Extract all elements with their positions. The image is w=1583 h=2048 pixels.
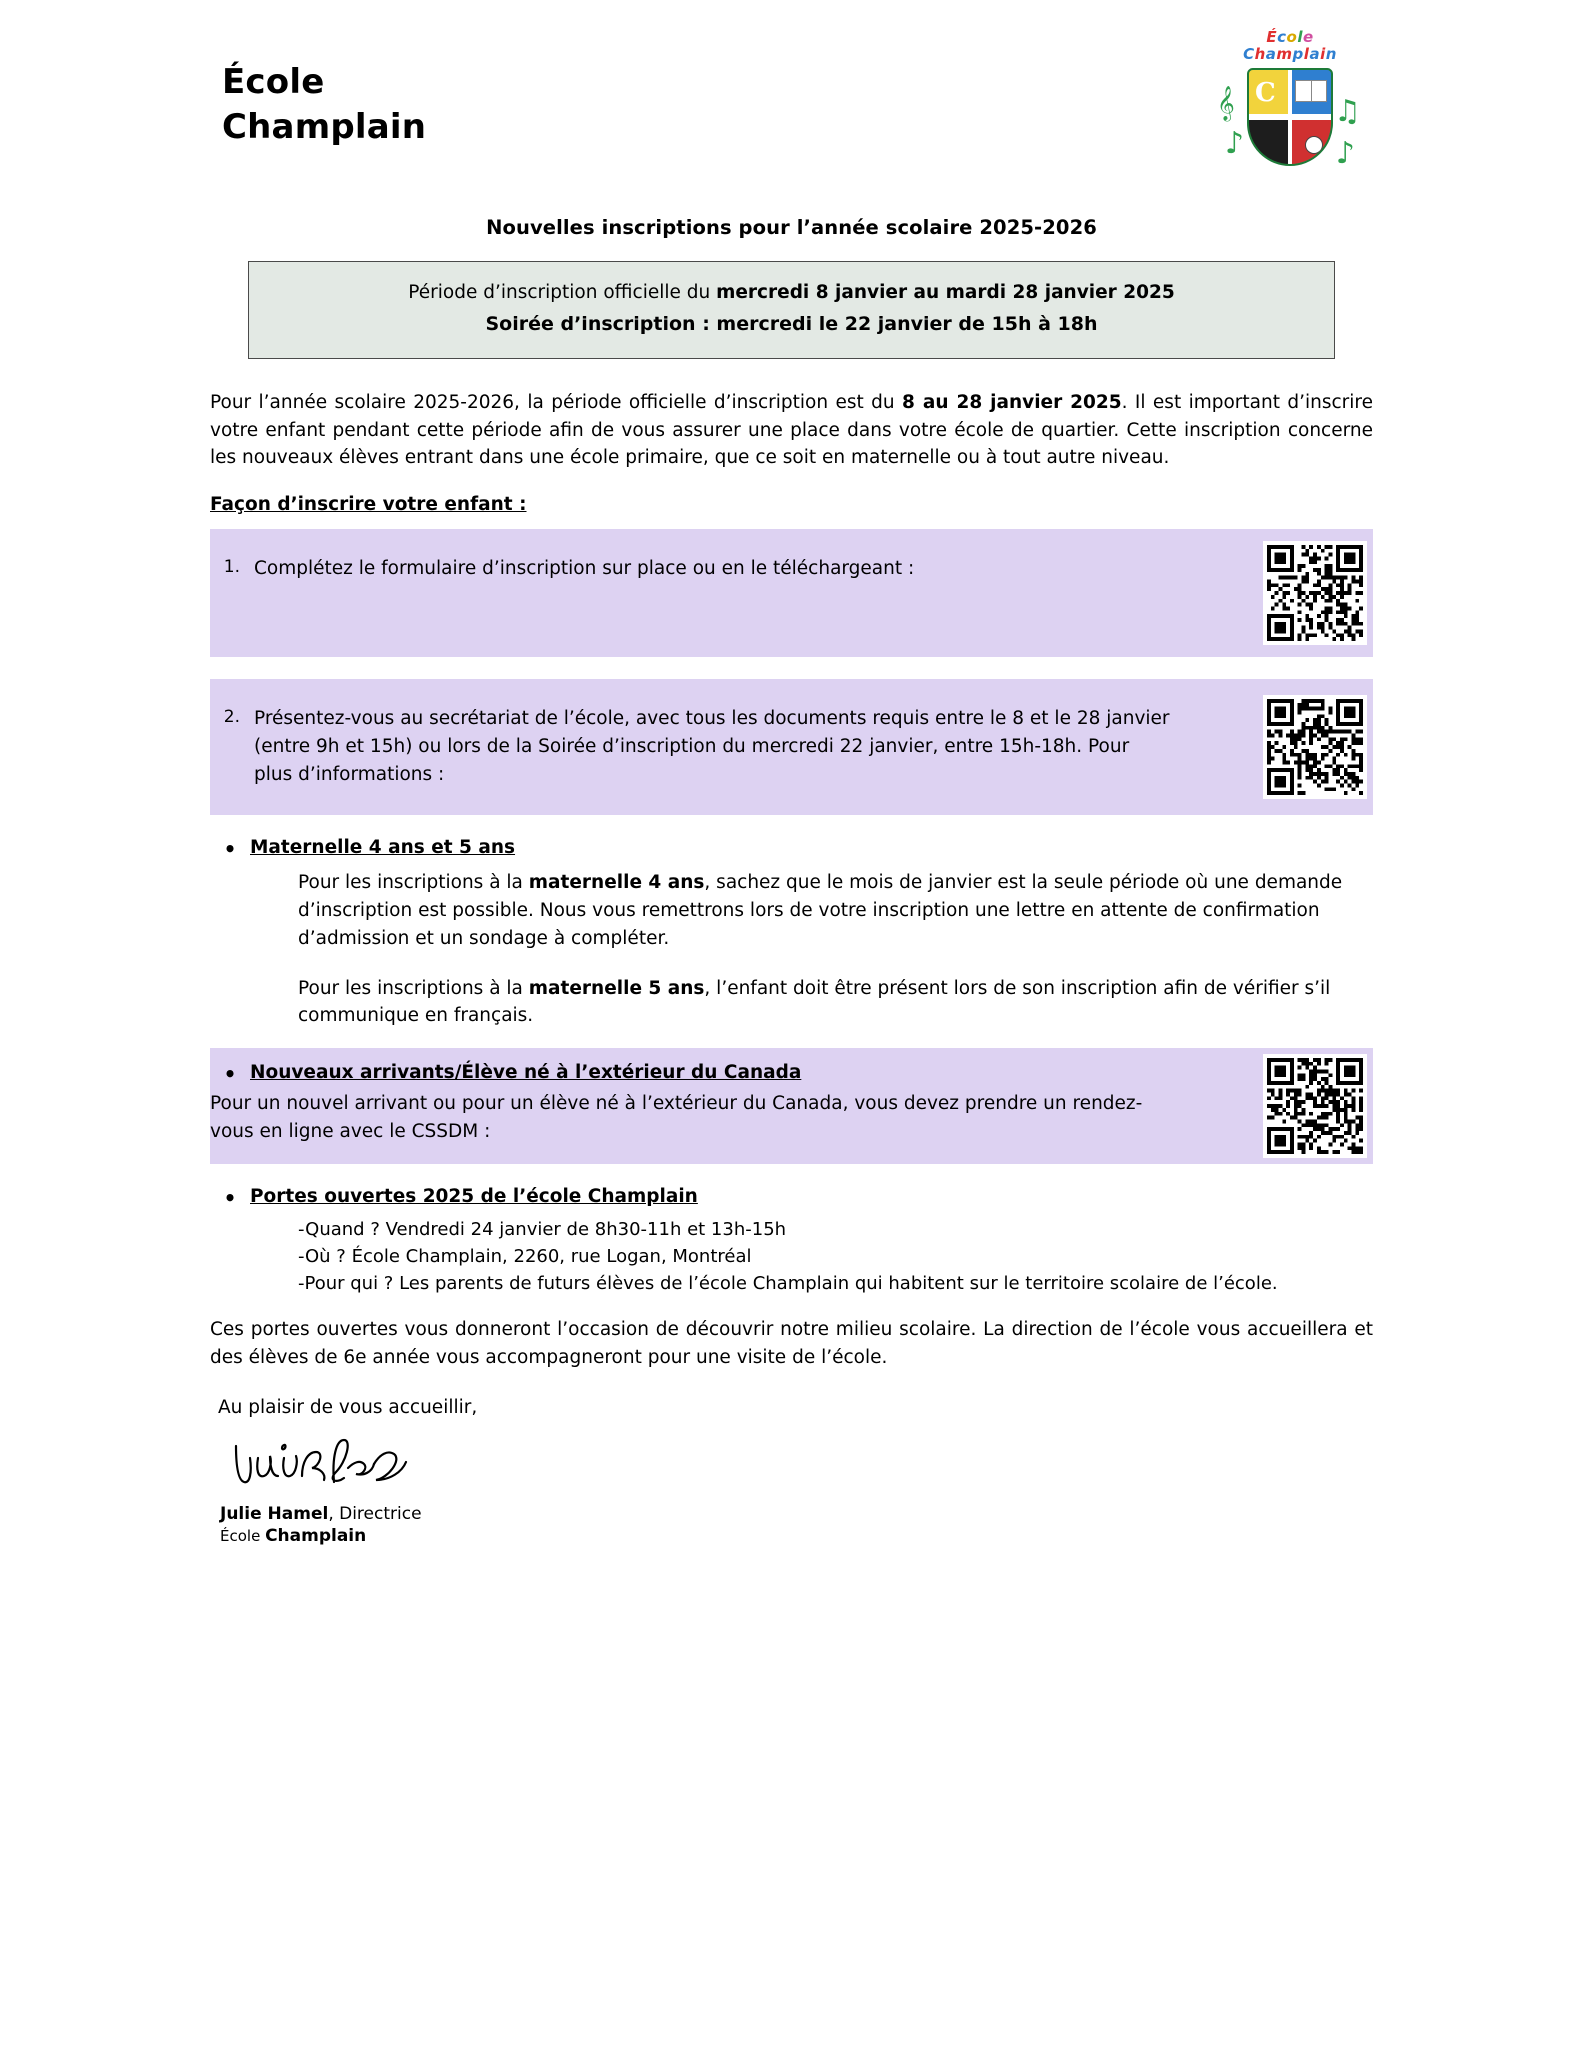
bullet-icon: •: [223, 1062, 237, 1087]
signature-school: [220, 1526, 1373, 1546]
page-title: Nouvelles inscriptions pour l’année scolaire 2025-2026: [486, 216, 1097, 239]
maternelle-4ans-paragraph: [298, 869, 1373, 952]
registration-period-box: [248, 261, 1335, 359]
how-to-heading: Façon d’inscrire votre enfant :: [210, 494, 527, 516]
portes-ouvertes-ou: -Où ? École Champlain, 2260, rue Logan, Montréal: [298, 1246, 752, 1268]
portes-ouvertes-heading-row: [210, 1186, 1373, 1210]
step-2-number: 2.: [223, 707, 240, 728]
portes-ouvertes-quand: -Quand ? Vendredi 24 janvier de 8h30-11h et 13h-15h: [298, 1218, 787, 1240]
signatory-name: Julie Hamel: [220, 1504, 329, 1525]
nouveaux-arrivants-text: Pour un nouvel arrivant ou pour un élève né à l’extérieur du Canada, vous devez prendre un rendez-vous en ligne avec le CSSDM :: [210, 1093, 1143, 1142]
intro-part1: Pour l’année scolaire 2025-2026, la période officielle d’inscription est du: [210, 391, 903, 413]
bullet-icon: •: [223, 837, 237, 862]
signatory-role: , Directrice: [328, 1504, 422, 1525]
nouveaux-arrivants-block: [210, 1048, 1373, 1164]
nouveaux-arrivants-heading: Nouveaux arrivants/Élève né à l’extérieur du Canada: [250, 1062, 802, 1084]
ball-icon: [1305, 136, 1323, 154]
portes-ouvertes-heading: Portes ouvertes 2025 de l’école Champlain: [250, 1185, 698, 1207]
signature-image: [224, 1432, 1373, 1504]
portes-ouvertes-details: [298, 1216, 1373, 1298]
closing-line: Au plaisir de vous accueillir,: [218, 1397, 478, 1419]
music-notes-decoration: 𝄞 ♪ ♫ ♪: [1217, 86, 1361, 171]
list-item: [210, 555, 1373, 583]
intro-paragraph: [210, 389, 1373, 472]
registration-evening-line: Soirée d’inscription : mercredi le 22 janvier de 15h à 18h: [485, 312, 1098, 335]
intro-part2: . Il est important d’inscrire votre enfant pendant cette période afin de vous assurer une place dans votre école de quartier. Cette inscription concerne les nouveaux élèves entrant dans une école primaire, que ce soit en maternelle ou à tout autre niveau.: [210, 391, 1374, 469]
bullet-icon: •: [223, 1185, 237, 1210]
step-2-block: [210, 679, 1373, 815]
step-2-text: Présentez-vous au secrétariat de l’école, avec tous les documents requis entre le 8 et le 28 janvier (entre 9h et 15h) ou lors de la Soirée d’inscription du mercredi 22 janvier, entre 15h-18h. Pour plus d’informations :: [254, 708, 1170, 786]
signature-name: [220, 1504, 1373, 1524]
maternelle-para1-post: , sachez que le mois de janvier est la seule période où une demande d’inscription est possible. Nous vous remettrons lors de votre inscription une lettre en attente de confirmation d’admission et un sondage à compléter.: [298, 872, 1343, 949]
maternelle-section: [210, 837, 1373, 1030]
school-logo: [1215, 28, 1365, 188]
crest-icon: [1247, 68, 1333, 166]
list-item: [210, 705, 1373, 789]
step-1-number: 1.: [223, 557, 240, 578]
signature-school-name: Champlain: [265, 1526, 367, 1547]
conclusion-paragraph: Ces portes ouvertes vous donneront l’occasion de découvrir notre milieu scolaire. La direction de l’école vous accueillera et des élèves de 6e année vous accompagneront pour une visite de l’école.: [210, 1318, 1373, 1368]
school-name-line2: Champlain: [222, 106, 427, 147]
nouveaux-arrivants-heading-row: [210, 1062, 1373, 1086]
qr-code-informations[interactable]: [1263, 695, 1367, 799]
book-icon: [1295, 80, 1327, 102]
maternelle-heading-row: [210, 837, 1373, 861]
logo-wordmark: [1229, 30, 1351, 62]
logo-wordmark-line1: École: [1266, 28, 1314, 46]
maternelle-heading: Maternelle 4 ans et 5 ans: [250, 837, 516, 859]
registration-period-prefix: Période d’inscription officielle du: [408, 282, 717, 303]
step-1-block: [210, 529, 1373, 657]
portes-ouvertes-pourqui: -Pour qui ? Les parents de futurs élèves de l’école Champlain qui habitent sur le territoire scolaire de l’école.: [298, 1273, 1278, 1295]
maternelle-para1-bold: maternelle 4 ans: [528, 872, 705, 894]
maternelle-5ans-paragraph: [298, 975, 1373, 1031]
intro-dates: 8 au 28 janvier 2025: [902, 391, 1122, 413]
document-header: [210, 0, 1373, 210]
maternelle-para2-pre: Pour les inscriptions à la: [298, 977, 529, 999]
qr-code-formulaire[interactable]: [1263, 541, 1367, 645]
school-name: [222, 60, 426, 150]
registration-period-dates: mercredi 8 janvier au mardi 28 janvier 2025: [716, 282, 1175, 303]
signature-school-prefix: École: [220, 1527, 266, 1546]
maternelle-para2-bold: maternelle 5 ans: [528, 977, 705, 999]
handwritten-signature-icon: [224, 1432, 444, 1504]
maternelle-para1-pre: Pour les inscriptions à la: [298, 872, 529, 894]
qr-code-cssdm[interactable]: [1263, 1054, 1367, 1158]
registration-period-line1: [269, 278, 1314, 309]
step-1-text: Complétez le formulaire d’inscription sur place ou en le téléchargeant :: [254, 558, 915, 580]
logo-wordmark-line2: Champlain: [1243, 45, 1337, 63]
crest-letter: C: [1255, 78, 1276, 108]
portes-ouvertes-section: [210, 1186, 1373, 1298]
school-name-line1: École: [222, 62, 325, 102]
maternelle-para2-post: , l’enfant doit être présent lors de son inscription afin de vérifier s’il communique en français.: [298, 977, 1331, 1027]
